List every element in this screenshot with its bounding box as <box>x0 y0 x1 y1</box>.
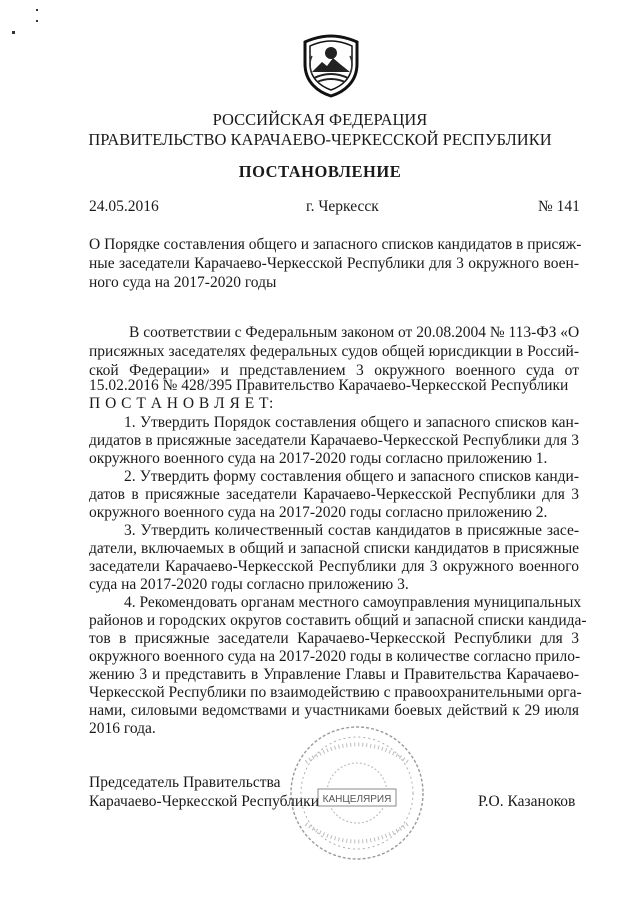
signatory-name: Р.О. Казаноков <box>478 793 576 810</box>
document-city: г. Черкесск <box>306 198 379 215</box>
document-date: 24.05.2016 <box>89 198 159 215</box>
body-line: тов в присяжные заседатели Карачаево-Черкесской Республики для 3 <box>89 630 579 647</box>
government-heading: ПРАВИТЕЛЬСТВО КАРАЧАЕВО-ЧЕРКЕССКОЙ РЕСПУБЛИКИ <box>88 130 552 149</box>
body-line: окружного военного суда на 2017-2020 годы согласно приложению 1. <box>89 450 548 467</box>
coat-of-arms-emblem <box>300 34 362 98</box>
title-line: ные заседатели Карачаево-Черкесской Республики для 3 окружного воен- <box>89 255 579 272</box>
body-line: суда на 2017-2020 годы согласно приложению 3. <box>89 576 409 593</box>
body-line: окружного военного суда на 2017-2020 годы согласно приложению 2. <box>89 504 548 521</box>
decree-word: П О С Т А Н О В Л Я Е Т: <box>89 395 274 412</box>
scan-speck <box>36 20 38 22</box>
body-line: 1. Утвердить Порядок составления общего и запасного списков кан- <box>124 414 579 431</box>
body-line: датов в присяжные заседатели Карачаево-Черкесской Республики для 3 <box>89 486 579 503</box>
body-line: Черкесской Республики по взаимодействию с правоохранительными орга- <box>89 684 582 701</box>
document-type-heading: ПОСТАНОВЛЕНИЕ <box>238 162 402 181</box>
body-line: В соответствии с Федеральным законом от 20.08.2004 № 113-ФЗ «О <box>129 324 580 341</box>
signatory-position-line2: Карачаево-Черкесской Республики <box>89 793 319 810</box>
scan-speck <box>12 31 15 34</box>
title-line: ного суда на 2017-2020 годы <box>89 274 277 291</box>
body-line: 15.02.2016 № 428/395 Правительство Карачаево-Черкесской Республики <box>89 377 569 394</box>
body-line: дидатов в присяжные заседатели Карачаево-Черкесской Республики для 3 <box>89 432 579 449</box>
stamp-label: КАНЦЕЛЯРИЯ <box>322 794 392 805</box>
document-number: № 141 <box>538 198 580 215</box>
body-line: присяжных заседателях федеральных судов общей юрисдикции в Россий- <box>89 343 579 360</box>
signatory-position-line1: Председатель Правительства <box>89 774 281 791</box>
title-line: О Порядке составления общего и запасного списков кандидатов в присяж- <box>89 236 582 253</box>
body-line: датели, включаемых в общий и запасной списки кандидатов в присяжные <box>89 540 579 557</box>
body-line: жению 3 и представить в Управление Главы и Правительства Карачаево- <box>89 666 579 683</box>
body-line: районов и городских округов составить общий и запасной списки кандида- <box>89 612 587 629</box>
body-line: ской Федерации» и представлением 3 окружного военного суда от <box>89 362 579 379</box>
body-line: 4. Рекомендовать органам местного самоуправления муниципальных <box>124 594 582 611</box>
country-heading: РОССИЙСКАЯ ФЕДЕРАЦИЯ <box>212 110 428 129</box>
body-line: заседатели Карачаево-Черкесской Республики для 3 окружного военного <box>89 558 579 575</box>
body-line: 2. Утвердить форму составления общего и запасного списков канди- <box>124 468 579 485</box>
scan-speck <box>36 9 38 11</box>
body-line: 2016 года. <box>89 720 156 737</box>
body-line: окружного военного суда на 2017-2020 годы в количестве согласно прило- <box>89 648 581 665</box>
body-line: 3. Утвердить количественный состав кандидатов в присяжные засе- <box>124 522 579 539</box>
body-line: нами, силовыми ведомствами и участниками боевых действий к 29 июля <box>89 702 579 719</box>
